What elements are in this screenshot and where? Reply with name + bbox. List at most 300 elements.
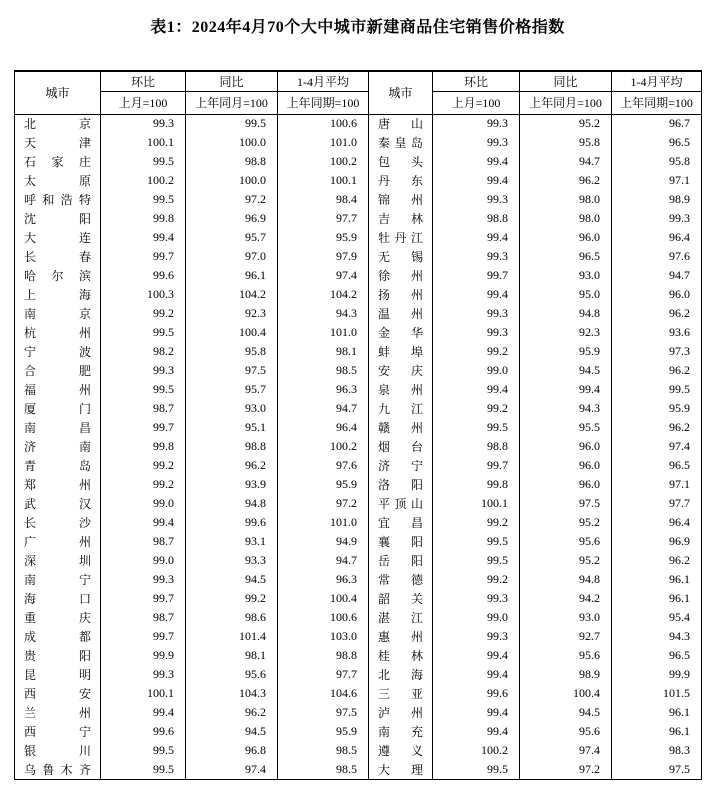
city-name-cell: 石家庄 — [15, 152, 101, 171]
index-value-cell: 95.6 — [186, 665, 278, 684]
index-value-cell: 97.7 — [612, 494, 702, 513]
index-value-cell: 96.0 — [612, 285, 702, 304]
index-value-cell: 98.2 — [101, 342, 186, 361]
index-value-cell: 100.6 — [278, 608, 369, 627]
index-value-cell: 98.0 — [520, 209, 612, 228]
index-value-cell: 92.3 — [520, 323, 612, 342]
index-value-cell: 96.2 — [612, 361, 702, 380]
index-value-cell: 95.8 — [612, 152, 702, 171]
city-name-cell: 上海 — [15, 285, 101, 304]
index-value-cell: 96.5 — [612, 646, 702, 665]
city-name-cell: 金华 — [369, 323, 433, 342]
city-name-cell: 襄阳 — [369, 532, 433, 551]
index-value-cell: 94.5 — [520, 361, 612, 380]
index-value-cell: 99.7 — [101, 627, 186, 646]
index-value-cell: 96.1 — [186, 266, 278, 285]
index-value-cell: 97.5 — [186, 361, 278, 380]
index-value-cell: 99.2 — [433, 570, 520, 589]
index-value-cell: 99.9 — [101, 646, 186, 665]
index-value-cell: 99.4 — [101, 703, 186, 722]
index-value-cell: 99.5 — [101, 741, 186, 760]
index-value-cell: 95.6 — [520, 722, 612, 741]
city-name-cell: 北海 — [369, 665, 433, 684]
index-value-cell: 99.2 — [433, 513, 520, 532]
table-title: 表1：2024年4月70个大中城市新建商品住宅销售价格指数 — [150, 19, 565, 36]
header-yoy-base-right: 上年同月=100 — [520, 91, 612, 114]
index-value-cell: 93.1 — [186, 532, 278, 551]
city-name-cell: 大理 — [369, 760, 433, 779]
city-name-cell: 青岛 — [15, 456, 101, 475]
index-value-cell: 100.1 — [101, 684, 186, 703]
index-value-cell: 99.7 — [101, 589, 186, 608]
city-name-cell: 洛阳 — [369, 475, 433, 494]
index-value-cell: 99.2 — [101, 456, 186, 475]
table-row — [15, 285, 702, 304]
index-value-cell: 95.9 — [520, 342, 612, 361]
index-value-cell: 98.5 — [278, 361, 369, 380]
index-value-cell: 96.2 — [520, 171, 612, 190]
index-value-cell: 101.0 — [278, 513, 369, 532]
city-name-cell: 温州 — [369, 304, 433, 323]
header-yoy-base-left: 上年同月=100 — [186, 91, 278, 114]
index-value-cell: 99.8 — [101, 209, 186, 228]
index-value-cell: 100.4 — [520, 684, 612, 703]
index-value-cell: 95.7 — [186, 228, 278, 247]
index-value-cell: 99.7 — [433, 456, 520, 475]
index-value-cell: 96.5 — [520, 247, 612, 266]
index-value-cell: 93.0 — [186, 399, 278, 418]
index-value-cell: 98.8 — [186, 152, 278, 171]
index-value-cell: 99.2 — [433, 399, 520, 418]
city-name-cell: 湛江 — [369, 608, 433, 627]
index-value-cell: 99.5 — [433, 532, 520, 551]
index-value-cell: 94.3 — [612, 627, 702, 646]
city-name-cell: 呼和浩特 — [15, 190, 101, 209]
index-value-cell: 94.7 — [278, 399, 369, 418]
table-row — [15, 684, 702, 703]
city-name-cell: 常德 — [369, 570, 433, 589]
index-value-cell: 94.9 — [278, 532, 369, 551]
city-name-cell: 秦皇岛 — [369, 133, 433, 152]
index-value-cell: 99.4 — [433, 285, 520, 304]
index-value-cell: 100.2 — [278, 152, 369, 171]
index-value-cell: 99.2 — [433, 342, 520, 361]
index-value-cell: 94.7 — [278, 551, 369, 570]
index-value-cell: 99.7 — [101, 418, 186, 437]
index-value-cell: 101.5 — [612, 684, 702, 703]
city-name-cell: 宁波 — [15, 342, 101, 361]
city-name-cell: 南充 — [369, 722, 433, 741]
index-value-cell: 96.5 — [612, 133, 702, 152]
table-container — [14, 70, 702, 780]
index-value-cell: 99.3 — [433, 247, 520, 266]
city-name-cell: 锦州 — [369, 190, 433, 209]
index-value-cell: 99.5 — [186, 114, 278, 133]
index-value-cell: 93.3 — [186, 551, 278, 570]
city-name-cell: 安庆 — [369, 361, 433, 380]
index-value-cell: 97.7 — [278, 665, 369, 684]
index-value-cell: 98.6 — [186, 608, 278, 627]
table-row — [15, 190, 702, 209]
index-value-cell: 99.2 — [101, 304, 186, 323]
index-value-cell: 99.4 — [433, 380, 520, 399]
index-value-cell: 98.3 — [612, 741, 702, 760]
city-name-cell: 北京 — [15, 114, 101, 133]
index-value-cell: 99.5 — [612, 380, 702, 399]
city-name-cell: 扬州 — [369, 285, 433, 304]
city-name-cell: 重庆 — [15, 608, 101, 627]
index-value-cell: 98.8 — [278, 646, 369, 665]
city-name-cell: 西安 — [15, 684, 101, 703]
table-row — [15, 114, 702, 133]
index-value-cell: 99.3 — [612, 209, 702, 228]
city-name-cell: 九江 — [369, 399, 433, 418]
index-value-cell: 98.8 — [433, 437, 520, 456]
city-name-cell: 包头 — [369, 152, 433, 171]
index-value-cell: 96.9 — [612, 532, 702, 551]
header-city-left: 城市 — [15, 71, 101, 114]
index-value-cell: 99.3 — [433, 114, 520, 133]
index-value-cell: 98.0 — [520, 190, 612, 209]
index-value-cell: 99.4 — [101, 228, 186, 247]
table-row — [15, 437, 702, 456]
index-value-cell: 99.5 — [101, 380, 186, 399]
city-name-cell: 深圳 — [15, 551, 101, 570]
city-name-cell: 武汉 — [15, 494, 101, 513]
index-value-cell: 97.2 — [520, 760, 612, 779]
table-row — [15, 361, 702, 380]
index-value-cell: 97.7 — [278, 209, 369, 228]
index-value-cell: 96.2 — [612, 418, 702, 437]
header-mom-left: 环比 — [101, 71, 186, 91]
table-row — [15, 703, 702, 722]
table-row — [15, 570, 702, 589]
city-name-cell: 天津 — [15, 133, 101, 152]
index-value-cell: 98.4 — [278, 190, 369, 209]
index-value-cell: 99.2 — [186, 589, 278, 608]
table-row — [15, 494, 702, 513]
index-value-cell: 99.5 — [101, 760, 186, 779]
index-value-cell: 96.9 — [186, 209, 278, 228]
index-value-cell: 99.5 — [101, 323, 186, 342]
city-name-cell: 贵阳 — [15, 646, 101, 665]
index-value-cell: 93.0 — [520, 266, 612, 285]
index-value-cell: 101.4 — [186, 627, 278, 646]
city-name-cell: 广州 — [15, 532, 101, 551]
city-name-cell: 徐州 — [369, 266, 433, 285]
index-value-cell: 95.0 — [520, 285, 612, 304]
index-value-cell: 98.7 — [101, 532, 186, 551]
index-value-cell: 99.5 — [101, 152, 186, 171]
city-name-cell: 韶关 — [369, 589, 433, 608]
table-row — [15, 228, 702, 247]
table-body — [15, 114, 702, 779]
city-name-cell: 丹东 — [369, 171, 433, 190]
index-value-cell: 98.9 — [612, 190, 702, 209]
index-value-cell: 95.9 — [612, 399, 702, 418]
header-yoy-right: 同比 — [520, 71, 612, 91]
index-value-cell: 100.0 — [186, 133, 278, 152]
index-value-cell: 100.1 — [101, 133, 186, 152]
index-value-cell: 97.5 — [612, 760, 702, 779]
index-value-cell: 99.3 — [433, 323, 520, 342]
index-value-cell: 99.5 — [101, 190, 186, 209]
index-value-cell: 97.5 — [278, 703, 369, 722]
table-row — [15, 380, 702, 399]
index-value-cell: 99.0 — [433, 361, 520, 380]
city-name-cell: 蚌埠 — [369, 342, 433, 361]
index-value-cell: 96.0 — [520, 475, 612, 494]
table-row — [15, 152, 702, 171]
index-value-cell: 97.4 — [278, 266, 369, 285]
index-value-cell: 94.5 — [520, 703, 612, 722]
index-value-cell: 97.4 — [612, 437, 702, 456]
table-row — [15, 209, 702, 228]
index-value-cell: 96.4 — [612, 228, 702, 247]
index-value-cell: 92.7 — [520, 627, 612, 646]
index-value-cell: 96.0 — [520, 456, 612, 475]
index-value-cell: 99.6 — [433, 684, 520, 703]
index-value-cell: 95.6 — [520, 646, 612, 665]
table-row — [15, 589, 702, 608]
table-row — [15, 342, 702, 361]
header-sub-row — [15, 91, 702, 114]
city-name-cell: 惠州 — [369, 627, 433, 646]
city-name-cell: 平顶山 — [369, 494, 433, 513]
index-value-cell: 92.3 — [186, 304, 278, 323]
header-group-row — [15, 71, 702, 91]
index-value-cell: 93.6 — [612, 323, 702, 342]
index-value-cell: 96.5 — [612, 456, 702, 475]
table-row — [15, 551, 702, 570]
index-value-cell: 97.4 — [520, 741, 612, 760]
table-row — [15, 741, 702, 760]
city-name-cell: 长春 — [15, 247, 101, 266]
header-mom-base-left: 上月=100 — [101, 91, 186, 114]
index-value-cell: 97.9 — [278, 247, 369, 266]
index-value-cell: 97.0 — [186, 247, 278, 266]
index-value-cell: 99.6 — [101, 722, 186, 741]
index-value-cell: 99.7 — [433, 266, 520, 285]
city-name-cell: 哈尔滨 — [15, 266, 101, 285]
index-value-cell: 95.7 — [186, 380, 278, 399]
index-value-cell: 95.8 — [186, 342, 278, 361]
index-value-cell: 99.9 — [612, 665, 702, 684]
index-value-cell: 95.8 — [520, 133, 612, 152]
index-value-cell: 97.5 — [520, 494, 612, 513]
city-name-cell: 沈阳 — [15, 209, 101, 228]
index-value-cell: 95.2 — [520, 551, 612, 570]
index-value-cell: 97.2 — [186, 190, 278, 209]
index-value-cell: 100.1 — [433, 494, 520, 513]
index-value-cell: 100.2 — [278, 437, 369, 456]
index-value-cell: 99.3 — [101, 665, 186, 684]
index-value-cell: 96.4 — [278, 418, 369, 437]
index-value-cell: 99.3 — [101, 361, 186, 380]
index-value-cell: 99.4 — [433, 722, 520, 741]
index-value-cell: 99.7 — [101, 247, 186, 266]
index-value-cell: 99.0 — [433, 608, 520, 627]
city-name-cell: 济宁 — [369, 456, 433, 475]
index-value-cell: 96.2 — [612, 551, 702, 570]
index-value-cell: 100.6 — [278, 114, 369, 133]
index-value-cell: 99.4 — [433, 665, 520, 684]
city-name-cell: 兰州 — [15, 703, 101, 722]
index-value-cell: 98.5 — [278, 760, 369, 779]
index-value-cell: 99.8 — [433, 475, 520, 494]
index-value-cell: 94.5 — [186, 722, 278, 741]
header-avg-left: 1-4月平均 — [278, 71, 369, 91]
index-value-cell: 96.2 — [186, 703, 278, 722]
table-row — [15, 665, 702, 684]
table-row — [15, 456, 702, 475]
index-value-cell: 95.2 — [520, 114, 612, 133]
index-value-cell: 96.1 — [612, 589, 702, 608]
index-value-cell: 94.7 — [520, 152, 612, 171]
index-value-cell: 104.3 — [186, 684, 278, 703]
table-row — [15, 247, 702, 266]
index-value-cell: 104.2 — [186, 285, 278, 304]
city-name-cell: 岳阳 — [369, 551, 433, 570]
index-value-cell: 96.0 — [520, 228, 612, 247]
index-value-cell: 99.3 — [101, 114, 186, 133]
city-name-cell: 三亚 — [369, 684, 433, 703]
index-value-cell: 97.1 — [612, 475, 702, 494]
index-value-cell: 99.4 — [433, 646, 520, 665]
index-value-cell: 97.3 — [612, 342, 702, 361]
index-value-cell: 99.0 — [101, 551, 186, 570]
city-name-cell: 吉林 — [369, 209, 433, 228]
table-row — [15, 171, 702, 190]
index-value-cell: 100.4 — [186, 323, 278, 342]
city-name-cell: 济南 — [15, 437, 101, 456]
city-name-cell: 太原 — [15, 171, 101, 190]
index-value-cell: 104.2 — [278, 285, 369, 304]
index-value-cell: 99.3 — [433, 589, 520, 608]
index-value-cell: 95.6 — [520, 532, 612, 551]
index-value-cell: 95.4 — [612, 608, 702, 627]
index-value-cell: 94.5 — [186, 570, 278, 589]
index-value-cell: 99.4 — [101, 513, 186, 532]
index-value-cell: 100.0 — [186, 171, 278, 190]
city-name-cell: 大连 — [15, 228, 101, 247]
index-value-cell: 95.9 — [278, 475, 369, 494]
header-city-right: 城市 — [369, 71, 433, 114]
index-value-cell: 98.1 — [186, 646, 278, 665]
table-row — [15, 399, 702, 418]
index-value-cell: 99.8 — [101, 437, 186, 456]
table-row — [15, 513, 702, 532]
index-value-cell: 100.2 — [101, 171, 186, 190]
index-value-cell: 97.6 — [278, 456, 369, 475]
table-row — [15, 323, 702, 342]
table-row — [15, 266, 702, 285]
index-value-cell: 96.4 — [612, 513, 702, 532]
header-mom-base-right: 上月=100 — [433, 91, 520, 114]
table-row — [15, 608, 702, 627]
city-name-cell: 海口 — [15, 589, 101, 608]
city-name-cell: 南昌 — [15, 418, 101, 437]
index-value-cell: 99.3 — [433, 304, 520, 323]
city-name-cell: 南宁 — [15, 570, 101, 589]
index-value-cell: 95.9 — [278, 228, 369, 247]
index-value-cell: 95.1 — [186, 418, 278, 437]
city-name-cell: 牡丹江 — [369, 228, 433, 247]
index-value-cell: 99.3 — [433, 133, 520, 152]
index-value-cell: 97.1 — [612, 171, 702, 190]
index-value-cell: 94.8 — [186, 494, 278, 513]
index-value-cell: 98.9 — [520, 665, 612, 684]
index-value-cell: 99.4 — [433, 703, 520, 722]
city-name-cell: 银川 — [15, 741, 101, 760]
table-row — [15, 475, 702, 494]
index-value-cell: 94.8 — [520, 304, 612, 323]
index-value-cell: 100.3 — [101, 285, 186, 304]
index-value-cell: 95.5 — [520, 418, 612, 437]
table-row — [15, 304, 702, 323]
index-value-cell: 97.6 — [612, 247, 702, 266]
index-value-cell: 96.3 — [278, 570, 369, 589]
index-value-cell: 93.0 — [520, 608, 612, 627]
city-name-cell: 福州 — [15, 380, 101, 399]
index-value-cell: 99.6 — [101, 266, 186, 285]
index-value-cell: 96.2 — [612, 304, 702, 323]
index-value-cell: 99.0 — [101, 494, 186, 513]
city-name-cell: 杭州 — [15, 323, 101, 342]
city-name-cell: 合肥 — [15, 361, 101, 380]
index-value-cell: 99.5 — [433, 418, 520, 437]
table-header — [15, 71, 702, 114]
index-value-cell: 94.7 — [612, 266, 702, 285]
index-value-cell: 103.0 — [278, 627, 369, 646]
index-value-cell: 96.0 — [520, 437, 612, 456]
index-value-cell: 96.1 — [612, 570, 702, 589]
header-mom-right: 环比 — [433, 71, 520, 91]
city-name-cell: 南京 — [15, 304, 101, 323]
index-value-cell: 99.4 — [433, 152, 520, 171]
index-value-cell: 96.1 — [612, 722, 702, 741]
header-yoy-left: 同比 — [186, 71, 278, 91]
index-value-cell: 99.4 — [433, 228, 520, 247]
table-row — [15, 646, 702, 665]
city-name-cell: 泸州 — [369, 703, 433, 722]
index-value-cell: 96.8 — [186, 741, 278, 760]
index-value-cell: 100.4 — [278, 589, 369, 608]
header-avg-base-left: 上年同期=100 — [278, 91, 369, 114]
index-value-cell: 100.1 — [278, 171, 369, 190]
index-value-cell: 99.3 — [101, 570, 186, 589]
index-value-cell: 98.7 — [101, 399, 186, 418]
header-avg-right: 1-4月平均 — [612, 71, 702, 91]
header-avg-base-right: 上年同期=100 — [612, 91, 702, 114]
index-value-cell: 99.6 — [186, 513, 278, 532]
city-name-cell: 乌鲁木齐 — [15, 760, 101, 779]
index-value-cell: 99.5 — [433, 551, 520, 570]
index-value-cell: 97.4 — [186, 760, 278, 779]
index-value-cell: 98.8 — [433, 209, 520, 228]
price-index-table — [14, 70, 702, 780]
city-name-cell: 郑州 — [15, 475, 101, 494]
table-row — [15, 722, 702, 741]
index-value-cell: 104.6 — [278, 684, 369, 703]
index-value-cell: 98.8 — [186, 437, 278, 456]
index-value-cell: 93.9 — [186, 475, 278, 494]
index-value-cell: 99.3 — [433, 190, 520, 209]
city-name-cell: 唐山 — [369, 114, 433, 133]
index-value-cell: 94.3 — [278, 304, 369, 323]
city-name-cell: 泉州 — [369, 380, 433, 399]
index-value-cell: 97.2 — [278, 494, 369, 513]
